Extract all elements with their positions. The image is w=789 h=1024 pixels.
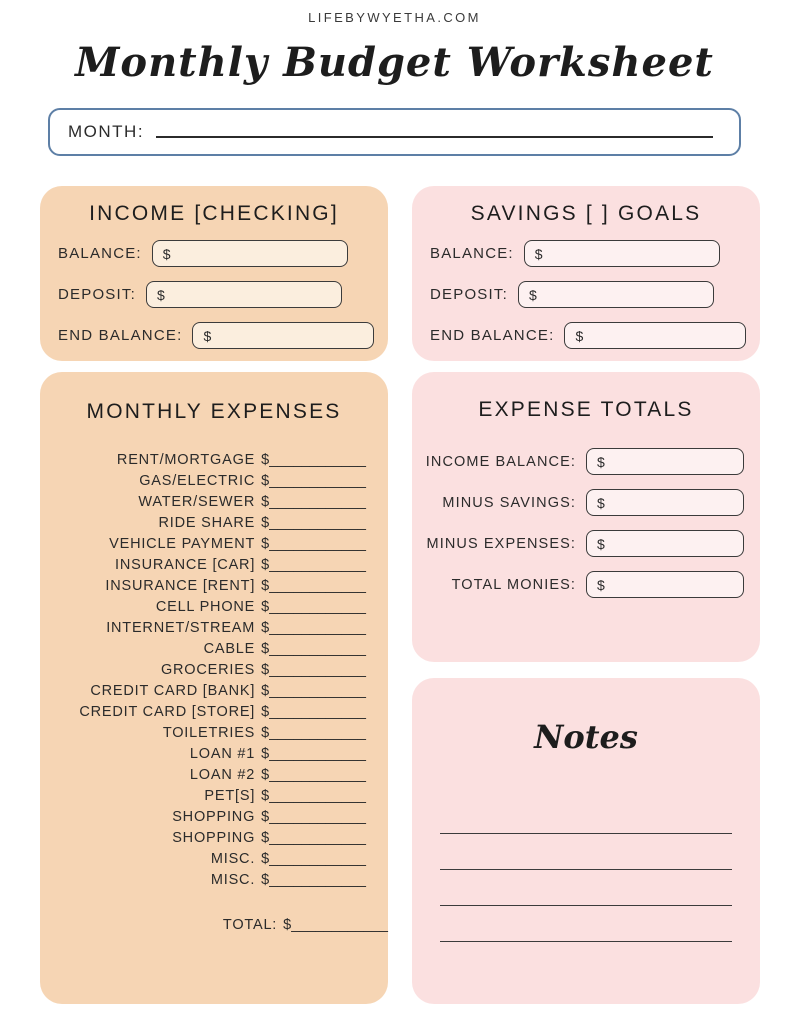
expense-item-label: GROCERIES	[160, 662, 256, 678]
expense-row	[40, 618, 366, 639]
totals-total-monies-label: TOTAL MONIES:	[451, 576, 576, 593]
expense-row	[40, 849, 366, 870]
expense-item-label: LOAN #1	[189, 746, 256, 762]
savings-row-balance	[412, 240, 760, 267]
expense-row	[40, 450, 366, 471]
income-end-balance-label: END BALANCE:	[58, 327, 183, 344]
totals-list	[412, 448, 760, 598]
totals-total-monies-input[interactable]: $	[586, 571, 744, 598]
page-title: Monthly Budget Worksheet	[75, 39, 714, 86]
income-row-deposit	[40, 281, 388, 308]
expense-item-label: CELL PHONE	[155, 599, 256, 615]
expense-item-amount[interactable]: $____________	[261, 767, 366, 783]
expense-row	[40, 597, 366, 618]
expense-item-label: CABLE	[203, 641, 256, 657]
savings-end-balance-input[interactable]: $	[564, 322, 746, 349]
expense-item-label: RIDE SHARE	[158, 515, 256, 531]
expense-item-label: SHOPPING	[172, 830, 256, 846]
expense-item-label: SHOPPING	[172, 809, 256, 825]
expense-item-amount[interactable]: $____________	[261, 515, 366, 531]
expense-row	[40, 828, 366, 849]
expense-item-amount[interactable]: $____________	[261, 683, 366, 699]
income-row-balance	[40, 240, 388, 267]
expenses-title: MONTHLY EXPENSES	[86, 400, 342, 423]
expense-item-amount[interactable]: $____________	[261, 704, 366, 720]
expense-item-amount[interactable]: $____________	[261, 872, 366, 888]
totals-minus-savings-input[interactable]: $	[586, 489, 744, 516]
savings-end-balance-label: END BALANCE:	[430, 327, 555, 344]
income-row-end-balance	[40, 322, 388, 349]
expense-item-amount[interactable]: $____________	[261, 494, 366, 510]
income-title: INCOME [CHECKING]	[89, 202, 339, 225]
site-url: LIFEBYWYETHA.COM	[308, 10, 481, 25]
expense-row	[40, 534, 366, 555]
expense-item-amount[interactable]: $____________	[261, 473, 366, 489]
expense-item-label: RENT/MORTGAGE	[116, 452, 256, 468]
expense-total-label: TOTAL:	[222, 917, 278, 933]
expense-item-amount[interactable]: $____________	[261, 851, 366, 867]
totals-income-balance-label: INCOME BALANCE:	[425, 453, 576, 470]
expense-row	[40, 681, 366, 702]
expense-item-label: TOILETRIES	[162, 725, 256, 741]
expense-row	[40, 786, 366, 807]
month-label: MONTH:	[68, 122, 145, 141]
note-line[interactable]	[440, 798, 732, 834]
savings-title: SAVINGS [ ] GOALS	[470, 202, 702, 225]
note-line[interactable]	[440, 906, 732, 942]
expense-row	[40, 471, 366, 492]
expense-item-amount[interactable]: $____________	[261, 809, 366, 825]
month-field[interactable]	[48, 108, 741, 156]
totals-minus-expenses-label: MINUS EXPENSES:	[426, 535, 576, 552]
expense-row	[40, 744, 366, 765]
expense-item-amount[interactable]: $____________	[261, 788, 366, 804]
expense-item-label: CREDIT CARD [BANK]	[90, 683, 256, 699]
savings-balance-label: BALANCE:	[430, 245, 514, 262]
note-line[interactable]	[440, 870, 732, 906]
income-panel	[40, 186, 388, 361]
expense-item-label: PET[S]	[204, 788, 256, 804]
note-line[interactable]	[440, 834, 732, 870]
income-balance-label: BALANCE:	[58, 245, 142, 262]
expense-item-amount[interactable]: $____________	[261, 620, 366, 636]
expense-item-label: WATER/SEWER	[138, 494, 256, 510]
expense-item-label: INSURANCE [RENT]	[105, 578, 256, 594]
expense-item-label: GAS/ELECTRIC	[139, 473, 256, 489]
savings-deposit-label: DEPOSIT:	[430, 286, 508, 303]
expense-row	[40, 870, 366, 891]
expense-total-blank[interactable]: $____________	[283, 917, 388, 933]
expense-item-amount[interactable]: $____________	[261, 536, 366, 552]
expense-row	[40, 723, 366, 744]
expense-item-amount[interactable]: $____________	[261, 746, 366, 762]
expense-item-label: VEHICLE PAYMENT	[109, 536, 256, 552]
expense-row	[40, 807, 366, 828]
expense-item-amount[interactable]: $____________	[261, 578, 366, 594]
expense-item-label: MISC.	[210, 872, 256, 888]
expense-item-label: INSURANCE [CAR]	[115, 557, 256, 573]
expense-item-amount[interactable]: $____________	[261, 641, 366, 657]
expense-item-amount[interactable]: $____________	[261, 725, 366, 741]
expense-total-row	[40, 915, 388, 936]
income-end-balance-input[interactable]: $	[192, 322, 374, 349]
savings-deposit-input[interactable]: $	[518, 281, 714, 308]
expense-item-label: CREDIT CARD [STORE]	[79, 704, 256, 720]
savings-row-end-balance	[412, 322, 760, 349]
month-input-line[interactable]	[156, 136, 713, 138]
expense-item-label: INTERNET/STREAM	[106, 620, 256, 636]
savings-panel	[412, 186, 760, 361]
notes-panel	[412, 678, 760, 1004]
expense-list	[40, 450, 388, 891]
expense-row	[40, 660, 366, 681]
savings-balance-input[interactable]: $	[524, 240, 720, 267]
expense-item-amount[interactable]: $____________	[261, 662, 366, 678]
totals-row-minus-savings	[412, 489, 760, 516]
expense-item-amount[interactable]: $____________	[261, 452, 366, 468]
totals-minus-savings-label: MINUS SAVINGS:	[442, 494, 576, 511]
notes-title: Notes	[534, 718, 638, 756]
expense-item-amount[interactable]: $____________	[261, 830, 366, 846]
totals-income-balance-input[interactable]: $	[586, 448, 744, 475]
income-balance-input[interactable]: $	[152, 240, 348, 267]
notes-lines	[412, 798, 760, 942]
expense-row	[40, 702, 366, 723]
totals-row-minus-expenses	[412, 530, 760, 557]
expense-item-amount[interactable]: $____________	[261, 599, 366, 615]
income-deposit-label: DEPOSIT:	[58, 286, 136, 303]
expense-row	[40, 765, 366, 786]
expense-totals-panel	[412, 372, 760, 662]
expense-item-amount[interactable]: $____________	[261, 557, 366, 573]
expense-row	[40, 555, 366, 576]
totals-minus-expenses-input[interactable]: $	[586, 530, 744, 557]
income-deposit-input[interactable]: $	[146, 281, 342, 308]
expense-row	[40, 513, 366, 534]
monthly-expenses-panel	[40, 372, 388, 1004]
totals-row-income-balance	[412, 448, 760, 475]
totals-title: EXPENSE TOTALS	[478, 398, 694, 421]
expense-row	[40, 492, 366, 513]
expense-row	[40, 639, 366, 660]
savings-row-deposit	[412, 281, 760, 308]
totals-row-total-monies	[412, 571, 760, 598]
expense-item-label: LOAN #2	[189, 767, 256, 783]
expense-row	[40, 576, 366, 597]
expense-item-label: MISC.	[210, 851, 256, 867]
